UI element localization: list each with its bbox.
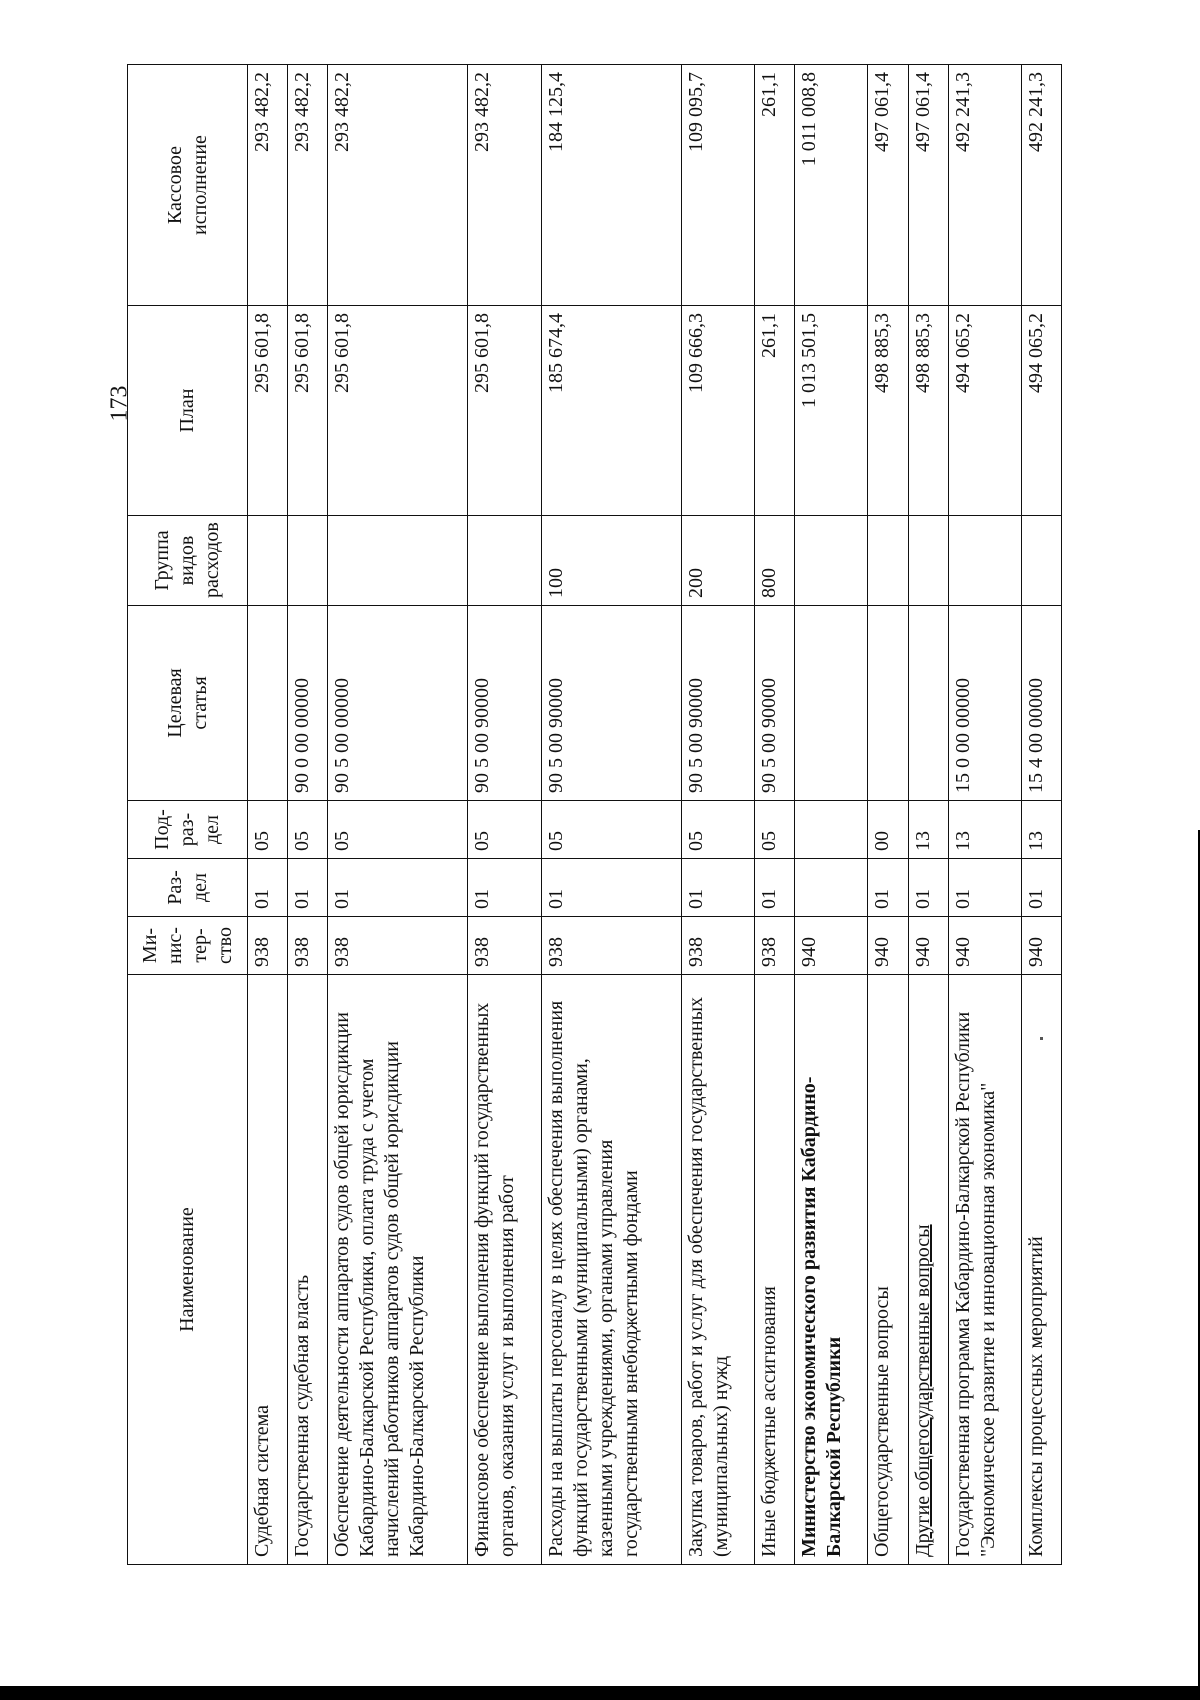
row-ministry: 938 [541,917,681,975]
row-expense-group: 200 [681,516,754,606]
row-cash-execution: 293 482,2 [328,65,468,306]
row-ministry: 940 [948,917,1021,975]
col-header-ministry: Ми- нис- тер- ство [128,917,248,975]
row-target: 90 5 00 00000 [328,606,468,801]
row-target: 90 5 00 90000 [541,606,681,801]
row-target [868,606,908,801]
budget-table-rotated [127,65,1062,1565]
row-subsection: 05 [288,801,328,859]
col-header-subsection: Под- раз- дел [128,801,248,859]
row-expense-group [868,516,908,606]
row-cash-execution: 293 482,2 [468,65,541,306]
row-target: 90 5 00 90000 [468,606,541,801]
col-header-section: Раз- дел [128,859,248,917]
row-expense-group [288,516,328,606]
row-ministry: 940 [1021,917,1061,975]
row-expense-group [328,516,468,606]
row-subsection: 00 [868,801,908,859]
row-section: 01 [468,859,541,917]
row-plan: 295 601,8 [328,306,468,516]
table-row [755,65,795,1565]
row-plan: 1 013 501,5 [795,306,868,516]
table-row [541,65,681,1565]
row-name: Государственная судебная власть [288,975,328,1565]
table-row [248,65,288,1565]
row-section: 01 [755,859,795,917]
row-ministry: 940 [795,917,868,975]
row-subsection: 13 [908,801,948,859]
table-row [328,65,468,1565]
row-plan: 295 601,8 [288,306,328,516]
budget-table [127,64,1062,1565]
row-plan: 295 601,8 [248,306,288,516]
table-row [288,65,328,1565]
row-ministry: 938 [248,917,288,975]
row-subsection: 05 [248,801,288,859]
row-name: Закупка товаров, работ и услуг для обеспечения государственных (муниципальных) нужд [681,975,754,1565]
col-header-target: Целевая статья [128,606,248,801]
row-target [795,606,868,801]
row-expense-group: 100 [541,516,681,606]
row-plan: 185 674,4 [541,306,681,516]
row-subsection: 13 [1021,801,1061,859]
col-header-name: Наименование [128,975,248,1565]
row-plan: 295 601,8 [468,306,541,516]
row-target: 90 0 00 00000 [288,606,328,801]
row-name: Обеспечение деятельности аппаратов судов общей юрисдикции Кабардино-Балкарской Республики, оплата труда с учетом начислений работников аппаратов судов общей юрисдикции Кабардино-Балкарской Республики [328,975,468,1565]
row-ministry: 938 [468,917,541,975]
row-cash-execution: 497 061,4 [868,65,908,306]
row-target: 90 5 00 90000 [755,606,795,801]
row-cash-execution: 109 095,7 [681,65,754,306]
row-subsection: 05 [328,801,468,859]
row-section: 01 [288,859,328,917]
row-name: Расходы на выплаты персоналу в целях обеспечения выполнения функций государственными (муниципальными) органами, казенными учреждениями, органами управления государственными внебюджетными фондами [541,975,681,1565]
row-section: 01 [948,859,1021,917]
row-name: Судебная система [248,975,288,1565]
row-expense-group [908,516,948,606]
row-expense-group [248,516,288,606]
row-target: 15 4 00 00000 [1021,606,1061,801]
row-name: Финансовое обеспечение выполнения функций государственных органов, оказания услуг и выполнения работ [468,975,541,1565]
row-plan: 109 666,3 [681,306,754,516]
row-cash-execution: 1 011 008,8 [795,65,868,306]
row-cash-execution: 293 482,2 [248,65,288,306]
row-cash-execution: 492 241,3 [1021,65,1061,306]
table-row [868,65,908,1565]
table-row [908,65,948,1565]
row-target: 90 5 00 90000 [681,606,754,801]
row-section: 01 [908,859,948,917]
row-section: 01 [868,859,908,917]
row-plan: 494 065,2 [1021,306,1061,516]
row-subsection: 13 [948,801,1021,859]
row-subsection: 05 [541,801,681,859]
table-row [795,65,868,1565]
table-row [1021,65,1061,1565]
header-row [128,65,248,1565]
scan-edge-bottom [0,1686,1200,1700]
row-name: Комплексы процессных мероприятий [1021,975,1061,1565]
row-expense-group [468,516,541,606]
row-ministry: 940 [908,917,948,975]
row-cash-execution: 261,1 [755,65,795,306]
table-row [468,65,541,1565]
row-cash-execution: 293 482,2 [288,65,328,306]
row-plan: 498 885,3 [908,306,948,516]
row-ministry: 938 [681,917,754,975]
row-expense-group: 800 [755,516,795,606]
row-expense-group [1021,516,1061,606]
row-ministry: 938 [288,917,328,975]
scan-speck [1040,1037,1043,1040]
row-section: 01 [541,859,681,917]
row-ministry: 938 [328,917,468,975]
row-target [248,606,288,801]
row-target [908,606,948,801]
row-section: 01 [328,859,468,917]
col-header-cash-execution: Кассовое исполнение [128,65,248,306]
row-expense-group [795,516,868,606]
page-number: 173 [106,385,133,422]
col-header-plan: План [128,306,248,516]
row-target: 15 0 00 00000 [948,606,1021,801]
row-subsection: 05 [755,801,795,859]
row-cash-execution: 492 241,3 [948,65,1021,306]
table-row [681,65,754,1565]
row-ministry: 940 [868,917,908,975]
row-plan: 494 065,2 [948,306,1021,516]
row-name: Другие общегосударственные вопросы [908,975,948,1565]
row-subsection: 05 [468,801,541,859]
row-name: Общегосударственные вопросы [868,975,908,1565]
row-section: 01 [1021,859,1061,917]
row-subsection: 05 [681,801,754,859]
table-row [948,65,1021,1565]
row-expense-group [948,516,1021,606]
col-header-expense-group: Группа видов расходов [128,516,248,606]
row-section: 01 [248,859,288,917]
row-name: Государственная программа Кабардино-Балкарской Республики "Экономическое развитие и инновационная экономика" [948,975,1021,1565]
row-subsection [795,801,868,859]
row-name: Иные бюджетные ассигнования [755,975,795,1565]
row-section: 01 [681,859,754,917]
row-section [795,859,868,917]
row-ministry: 938 [755,917,795,975]
row-cash-execution: 497 061,4 [908,65,948,306]
row-plan: 498 885,3 [868,306,908,516]
row-cash-execution: 184 125,4 [541,65,681,306]
row-name: Министерство экономического развития Кабардино-Балкарской Республики [795,975,868,1565]
row-plan: 261,1 [755,306,795,516]
